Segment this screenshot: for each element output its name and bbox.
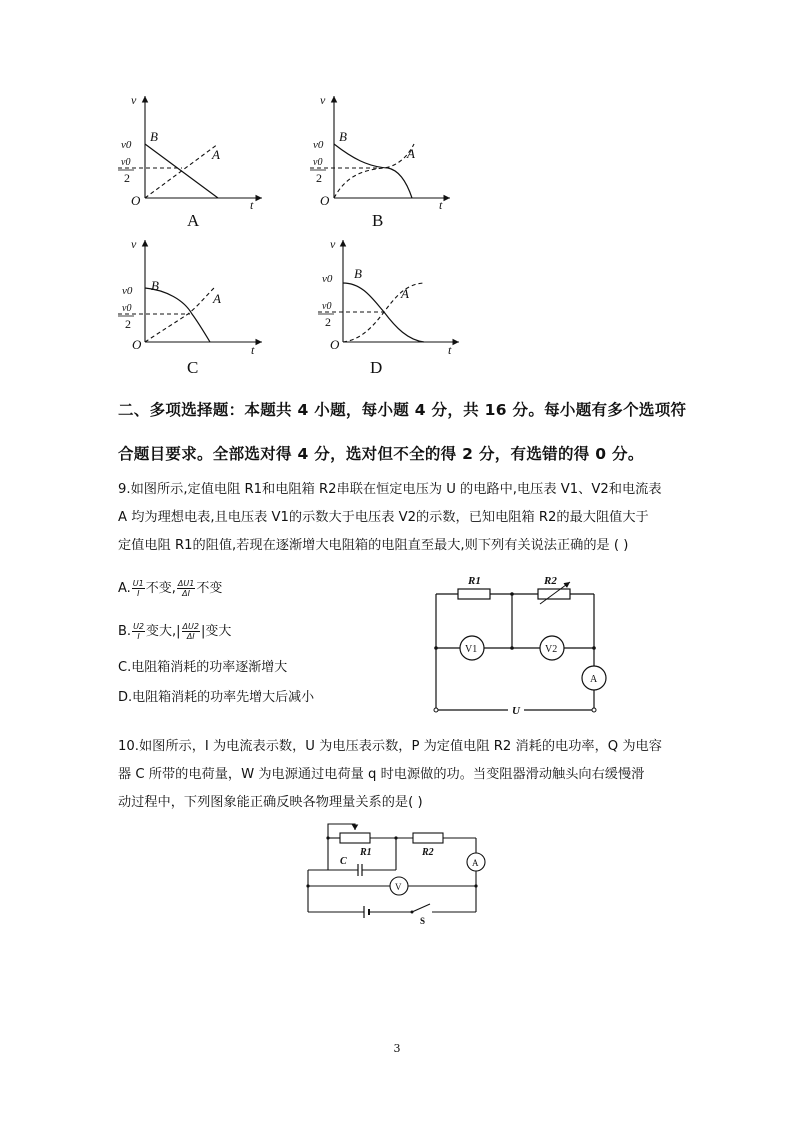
q10-stem [118, 733, 690, 817]
svg-text:B: B [354, 266, 362, 281]
q9-option-d[interactable]: D.电阻箱消耗的功率先增大后减小 [118, 690, 315, 705]
frac-du2-di: $\frac{\Delta U2}{\Delta I}$ [182, 622, 199, 641]
r1-rheostat [340, 833, 370, 843]
svg-text:v0: v0 [313, 139, 324, 151]
q10-line1: 10.如图所示，I 为电流表示数，U 为电压表示数，P 为定值电阻 R2 消耗的电功率，Q 为电容 [118, 739, 662, 754]
svg-text:v0: v0 [122, 285, 133, 297]
switch-s [412, 904, 430, 912]
graph-b [310, 93, 450, 230]
svg-text:S: S [420, 916, 426, 924]
svg-text:v0: v0 [313, 157, 323, 168]
svg-text:v0: v0 [322, 273, 333, 285]
svg-text:C: C [340, 856, 347, 867]
svg-text:U: U [512, 705, 520, 717]
svg-text:R1: R1 [360, 847, 372, 858]
r1-resistor [458, 589, 490, 599]
q9-option-a[interactable]: A. $\frac{U1}{I}$ 不变, $\frac{\Delta U1}{\Delta I}$ 不变 [118, 579, 223, 598]
graph-c-label: C [187, 358, 199, 377]
svg-text:B: B [150, 129, 158, 144]
graph-b-curve-b [334, 144, 412, 198]
q9-line3: 定值电阻 R1的阻值,若现在逐渐增大电阻箱的电阻直至最大,则下列有关说法正确的是 ( ) [118, 538, 629, 553]
page-number: 3 [393, 1042, 401, 1055]
svg-text:R2: R2 [422, 847, 434, 858]
q9-option-b[interactable]: B. $\frac{U2}{I}$ 变大,| $\frac{\Delta U2}{\Delta I}$ |变大 [118, 622, 232, 641]
q9-option-c[interactable]: C.电阻箱消耗的功率逐渐增大 [118, 660, 288, 675]
svg-text:v: v [320, 93, 326, 107]
svg-text:2: 2 [125, 317, 131, 331]
svg-text:B: B [339, 129, 347, 144]
svg-text:t: t [448, 343, 452, 357]
frac-du1-di: $\frac{\Delta U1}{\Delta I}$ [177, 579, 195, 598]
svg-text:t: t [250, 198, 254, 212]
section-heading-line2: 合题目要求。全部选对得 4 分，选对但不全的得 2 分，有选错的得 0 分。 [118, 445, 644, 463]
q9-line2: A 均为理想电表,且电压表 V1的示数大于电压表 V2的示数，已知电阻箱 R2的最大阻值大于 [118, 510, 649, 525]
section-heading-line1: 二、多项选择题：本题共 4 小题，每小题 4 分，共 16 分。每小题有多个选项符 [118, 401, 687, 419]
svg-text:2: 2 [124, 171, 130, 185]
svg-text:V1: V1 [465, 644, 478, 655]
svg-text:v: v [330, 237, 336, 251]
graph-b-label: B [372, 211, 384, 230]
svg-text:R2: R2 [544, 575, 557, 587]
q9-stem [118, 476, 690, 560]
svg-text:O: O [330, 337, 340, 352]
graph-a [118, 93, 262, 230]
graph-d-curve-a [343, 283, 424, 342]
q9-line1: 9.如图所示,定值电阻 R1和电阻箱 R2串联在恒定电压为 U 的电路中,电压表 V1、V2和电流表 [118, 482, 662, 497]
svg-text:v: v [131, 237, 137, 251]
graph-d-label: D [370, 358, 383, 377]
svg-text:O: O [132, 337, 142, 352]
graph-c-curve-a [145, 288, 214, 342]
svg-text:v0: v0 [322, 301, 332, 312]
svg-text:A: A [401, 286, 409, 301]
q9-circuit [420, 570, 620, 720]
frac-u1-i: $\frac{U1}{I}$ [132, 579, 144, 598]
svg-text:v0: v0 [121, 139, 132, 151]
graph-c [118, 237, 262, 377]
svg-text:R1: R1 [468, 575, 481, 587]
svg-text:V: V [395, 882, 402, 892]
svg-text:t: t [251, 343, 255, 357]
r2-resistor [413, 833, 443, 843]
svg-text:A: A [590, 674, 598, 685]
svg-text:A: A [213, 291, 221, 306]
graph-a-label: A [187, 211, 200, 230]
svg-text:O: O [320, 193, 330, 208]
svg-text:A: A [212, 147, 220, 162]
svg-text:A: A [407, 146, 415, 161]
svg-text:V2: V2 [545, 644, 558, 655]
frac-u2-i: $\frac{U2}{I}$ [133, 622, 145, 641]
graph-c-curve-b [145, 288, 210, 342]
svg-text:2: 2 [316, 171, 322, 185]
q10-line2: 器 C 所带的电荷量，W 为电源通过电荷量 q 时电源做的功。当变阻器滑动触头向右缓慢滑 [118, 767, 645, 782]
q10-circuit [300, 818, 490, 924]
svg-text:v0: v0 [122, 303, 132, 314]
q10-line3: 动过程中，下列图象能正确反映各物理量关系的是( ) [118, 795, 423, 810]
svg-text:t: t [439, 198, 443, 212]
svg-text:2: 2 [325, 315, 331, 329]
svg-text:v0: v0 [121, 157, 131, 168]
graph-d [318, 237, 459, 377]
svg-text:v: v [131, 93, 137, 107]
vt-graphs [0, 0, 794, 390]
svg-text:B: B [151, 278, 159, 293]
svg-text:O: O [131, 193, 141, 208]
svg-text:A: A [472, 858, 479, 868]
